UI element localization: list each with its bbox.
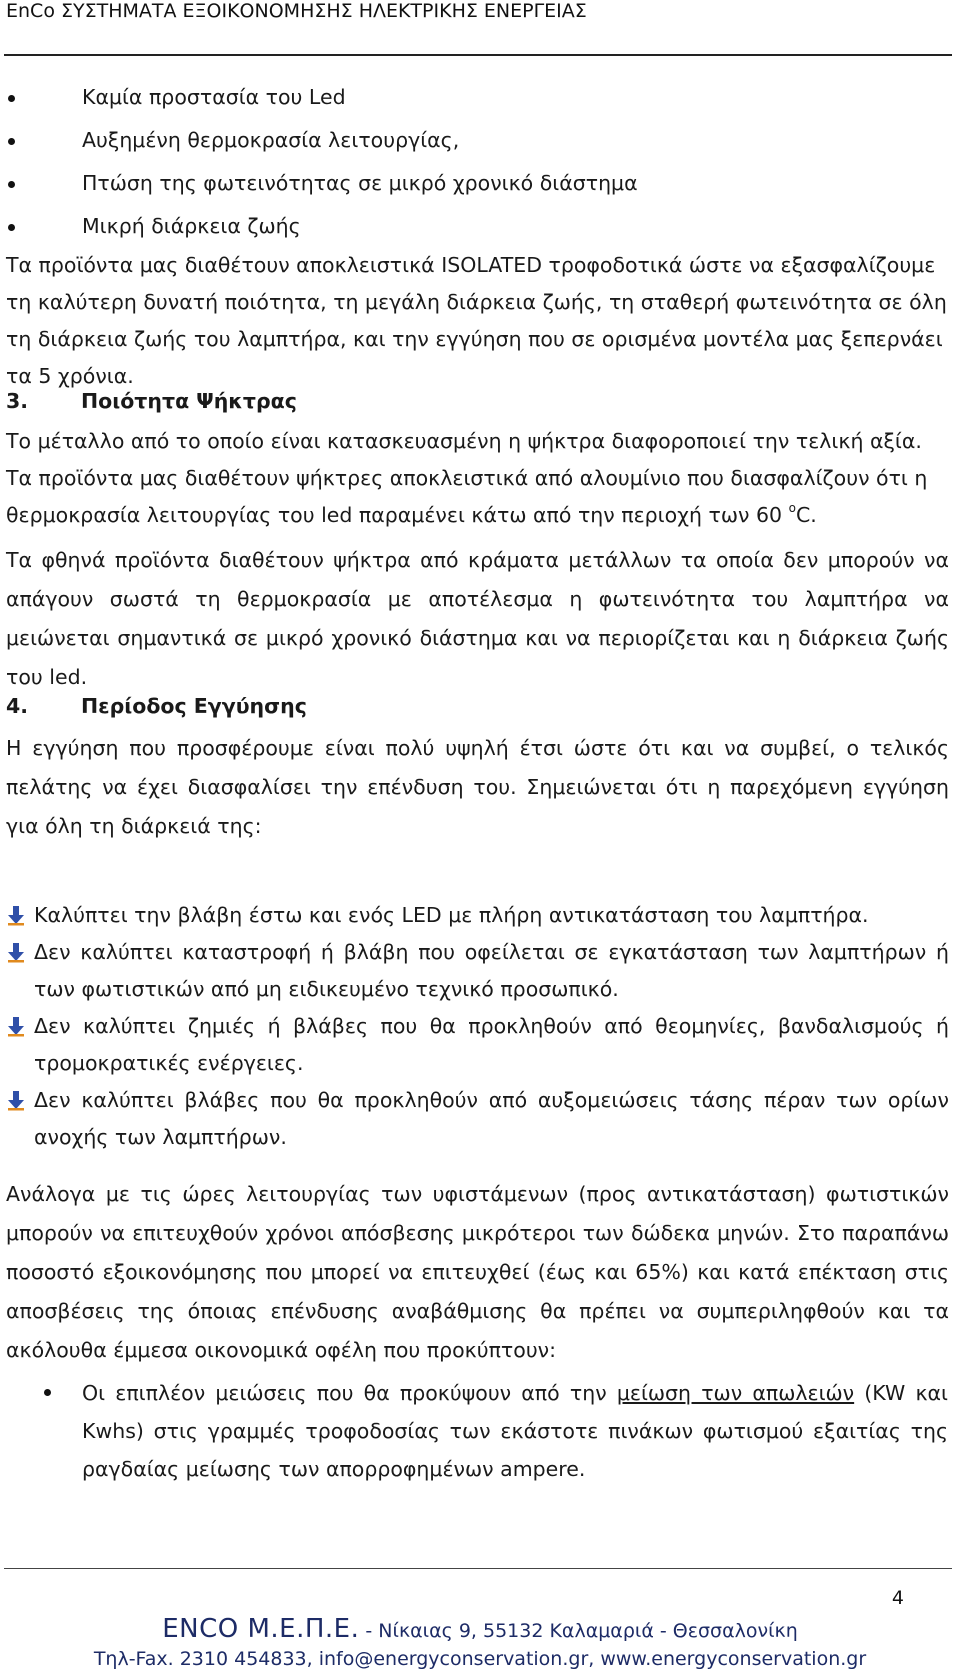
- degree-superscript: o: [788, 501, 796, 516]
- list-item-text: Δεν καλύπτει καταστροφή ή βλάβη που οφείλεται σε εγκατάσταση των λαμπτήρων ή των φωτιστικών από μη ειδικευμένο τεχνικό προσωπικό.: [34, 940, 949, 1001]
- footer-company-line: [0, 1614, 960, 1644]
- list-item: [0, 78, 960, 121]
- section-title: Ποιότητα Ψήκτρας: [81, 389, 297, 413]
- header-divider: [4, 54, 952, 56]
- list-item-text: Καμία προστασία του Led: [82, 85, 346, 109]
- list-item-text: Μικρή διάρκεια ζωής: [82, 214, 301, 238]
- list-item-text: Καλύπτει την βλάβη έστω και ενός LED με πλήρη αντικατάσταση του λαμπτήρα.: [34, 903, 869, 927]
- section-4-heading: [6, 691, 307, 721]
- section-number: 4.: [6, 694, 29, 718]
- text-run: (KW και Kwhs) στις γραμμές τροφοδοσίας των εκάστοτε πινάκων φωτισμού εξαιτίας της ραγδαίας μείωσης των απορροφημένων ampere.: [82, 1381, 948, 1481]
- arrow-down-bullet-icon: [6, 906, 26, 926]
- arrow-down-bullet-icon: [6, 1091, 26, 1111]
- list-item-text: Δεν καλύπτει ζημιές ή βλάβες που θα προκληθούν από θεομηνίες, βανδαλισμούς ή τρομοκρατικές ενέργειες.: [34, 1014, 949, 1075]
- list-item-text: Δεν καλύπτει βλάβες που θα προκληθούν από αυξομειώσεις τάσης πέραν των ορίων ανοχής των λαμπτήρων.: [34, 1088, 949, 1149]
- list-item: [0, 1008, 960, 1082]
- list-item-text: Πτώση της φωτεινότητας σε μικρό χρονικό διάστημα: [82, 171, 638, 195]
- round-bullet-icon: [44, 1389, 51, 1396]
- list-item-text: Αυξημένη θερμοκρασία λειτουργίας,: [82, 128, 460, 152]
- paragraph-warranty: Η εγγύηση που προσφέρουμε είναι πολύ υψηλή έτσι ώστε ότι και να συμβεί, ο τελικός πελάτης να έχει διασφαλίσει την επένδυση του. Σημειώνεται ότι η παρεχόμενη εγγύηση για όλη τη διάρκειά της:: [6, 736, 949, 838]
- round-bullet-icon: [8, 224, 15, 231]
- document-header-title: EnCo ΣΥΣΤΗΜΑΤΑ ΕΞΟΙΚΟΝΟΜΗΣΗΣ ΗΛΕΚΤΡΙΚΗΣ ΕΝΕΡΓΕΙΑΣ: [6, 0, 587, 22]
- round-bullet-icon: [8, 181, 15, 188]
- section-number: 3.: [6, 389, 29, 413]
- intro-bullet-list: [0, 78, 960, 250]
- paragraph-payback: Ανάλογα με τις ώρες λειτουργίας των υφιστάμενων (προς αντικατάσταση) φωτιστικών μπορούν να επιτευχθούν χρόνοι απόσβεσης μικρότεροι των δώδεκα μηνών. Στο παραπάνω ποσοστό εξοικονόμησης που μπορεί να επιτευχθεί (έως και 65%) και κατά επέκταση στις αποσβέσεις της όποιας επένδυσης αναβάθμισης θα πρέπει να συμπεριληφθούν και τα ακόλουθα έμμεσα οικονομικά οφέλη που προκύπτουν:: [6, 1182, 949, 1362]
- list-item: [0, 164, 960, 207]
- list-item: [0, 207, 960, 250]
- underlined-term: μείωση των απωλειών: [616, 1381, 855, 1405]
- company-address: - Νίκαιας 9, 55132 Καλαμαριά - Θεσσαλονίκη: [359, 1620, 798, 1642]
- footer-divider: [4, 1568, 952, 1569]
- arrow-down-bullet-icon: [6, 1017, 26, 1037]
- page-number: 4: [891, 1587, 904, 1609]
- unit-text: C.: [795, 503, 817, 527]
- list-item: [0, 121, 960, 164]
- round-bullet-icon: [8, 138, 15, 145]
- benefits-list: [0, 1374, 960, 1488]
- round-bullet-icon: [8, 95, 15, 102]
- paragraph-isolated-drivers: Τα προϊόντα μας διαθέτουν αποκλειστικά ISOLATED τροφοδοτικά ώστε να εξασφαλίζουμε τη καλύτερη δυνατή ποιότητα, τη μεγάλη διάρκεια ζωής, τη σταθερή φωτεινότητα σε όλη τη διάρκεια ζωής του λαμπτήρα, και την εγγύηση που σε ορισμένα μοντέλα μας ξεπερνάει τα 5 χρόνια.: [6, 253, 947, 388]
- text-run: Οι επιπλέον μειώσεις που θα προκύψουν από την: [82, 1381, 617, 1405]
- section-3-heading: [6, 386, 297, 416]
- list-item-text: [82, 1374, 948, 1488]
- paragraph-cheap-products: Τα φθηνά προϊόντα διαθέτουν ψήκτρα από κράματα μετάλλων τα οποία δεν μπορούν να απάγουν σωστά τη θερμοκρασία με αποτέλεσμα η φωτεινότητα του λαμπτήρα να μειώνεται σημαντικά σε μικρό χρονικό διάστημα και να περιορίζεται και η διάρκεια ζωής του led.: [6, 548, 949, 689]
- section-title: Περίοδος Εγγύησης: [81, 694, 307, 718]
- footer-contact-line: Τηλ-Fax. 2310 454833, info@energyconservation.gr, www.energyconservation.gr: [93, 1648, 867, 1670]
- list-item: [0, 934, 960, 1008]
- warranty-list: [0, 897, 960, 1156]
- list-item: [0, 897, 960, 934]
- running-header: [6, 0, 954, 30]
- company-name: ENCO Μ.Ε.Π.Ε.: [162, 1614, 360, 1644]
- paragraph-text: Το μέταλλο από το οποίο είναι κατασκευασμένη η ψήκτρα διαφοροποιεί την τελική αξία. Τα προϊόντα μας διαθέτουν ψήκτρες αποκλειστικά από αλουμίνιο που διασφαλίζουν ότι η θερμοκρασία λειτουργίας του led παραμένει κάτω από την περιοχή των 60: [6, 429, 928, 527]
- list-item: [0, 1082, 960, 1156]
- paragraph-heatsink-material: [6, 423, 949, 534]
- arrow-down-bullet-icon: [6, 943, 26, 963]
